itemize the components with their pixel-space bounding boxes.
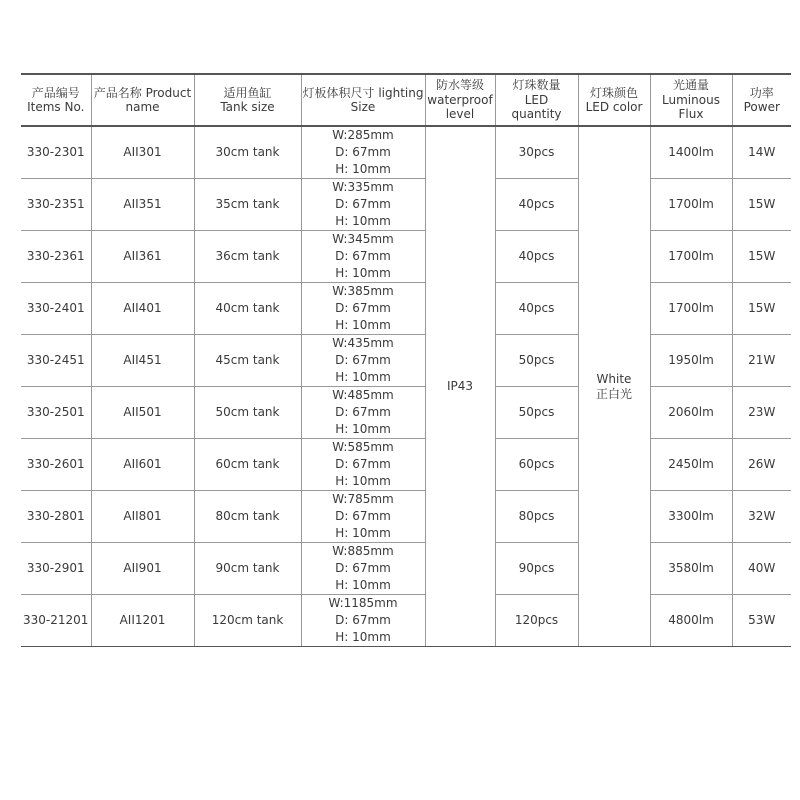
- cell-item-no: 330-21201: [21, 595, 91, 647]
- header-power: 功率 Power: [732, 74, 791, 126]
- led-color-zh: 正白光: [595, 386, 632, 401]
- table-row: [21, 543, 791, 595]
- cell-tank-size: 40cm tank: [194, 283, 301, 335]
- cell-luminous-flux: 1700lm: [650, 231, 732, 283]
- cell-luminous-flux: 3580lm: [650, 543, 732, 595]
- cell-luminous-flux: 4800lm: [650, 595, 732, 647]
- cell-tank-size: 90cm tank: [194, 543, 301, 595]
- size-height: H: 10mm: [335, 370, 391, 384]
- size-width: W:435mm: [332, 336, 394, 350]
- cell-power: 21W: [732, 335, 791, 387]
- table-row: [21, 126, 791, 179]
- size-width: W:385mm: [332, 284, 394, 298]
- cell-lighting-size: [301, 387, 425, 439]
- spec-table: [21, 73, 791, 647]
- cell-luminous-flux: 2060lm: [650, 387, 732, 439]
- cell-lighting-size: [301, 491, 425, 543]
- cell-lighting-size: [301, 439, 425, 491]
- header-tank-size: 适用鱼缸 Tank size: [194, 74, 301, 126]
- cell-power: 26W: [732, 439, 791, 491]
- size-height: H: 10mm: [335, 214, 391, 228]
- cell-lighting-size: [301, 179, 425, 231]
- cell-tank-size: 36cm tank: [194, 231, 301, 283]
- cell-product-name: AII451: [91, 335, 194, 387]
- cell-led-quantity: 40pcs: [495, 231, 578, 283]
- led-color-en: White: [596, 371, 632, 386]
- cell-luminous-flux: 1700lm: [650, 179, 732, 231]
- size-height: H: 10mm: [335, 422, 391, 436]
- cell-power: 40W: [732, 543, 791, 595]
- size-depth: D: 67mm: [335, 509, 391, 523]
- cell-power: 15W: [732, 283, 791, 335]
- cell-product-name: AII361: [91, 231, 194, 283]
- size-height: H: 10mm: [335, 630, 391, 644]
- cell-product-name: AII401: [91, 283, 194, 335]
- size-depth: D: 67mm: [335, 457, 391, 471]
- cell-product-name: AII901: [91, 543, 194, 595]
- cell-tank-size: 80cm tank: [194, 491, 301, 543]
- size-depth: D: 67mm: [335, 249, 391, 263]
- size-width: W:335mm: [332, 180, 394, 194]
- size-height: H: 10mm: [335, 474, 391, 488]
- cell-led-color: [578, 126, 650, 647]
- cell-luminous-flux: 1950lm: [650, 335, 732, 387]
- header-led-quantity: 灯珠数量 LED quantity: [495, 74, 578, 126]
- cell-power: 23W: [732, 387, 791, 439]
- cell-power: 53W: [732, 595, 791, 647]
- table-row: [21, 231, 791, 283]
- size-width: W:785mm: [332, 492, 394, 506]
- cell-led-quantity: 90pcs: [495, 543, 578, 595]
- cell-item-no: 330-2501: [21, 387, 91, 439]
- table-row: [21, 335, 791, 387]
- size-depth: D: 67mm: [335, 353, 391, 367]
- cell-product-name: AII601: [91, 439, 194, 491]
- size-width: W:345mm: [332, 232, 394, 246]
- size-depth: D: 67mm: [335, 197, 391, 211]
- table-row: [21, 283, 791, 335]
- table-row: [21, 491, 791, 543]
- size-height: H: 10mm: [335, 526, 391, 540]
- cell-item-no: 330-2451: [21, 335, 91, 387]
- size-depth: D: 67mm: [335, 561, 391, 575]
- cell-lighting-size: [301, 231, 425, 283]
- cell-power: 32W: [732, 491, 791, 543]
- table-row: [21, 595, 791, 647]
- size-height: H: 10mm: [335, 266, 391, 280]
- cell-product-name: AII351: [91, 179, 194, 231]
- size-depth: D: 67mm: [335, 613, 391, 627]
- cell-luminous-flux: 3300lm: [650, 491, 732, 543]
- cell-tank-size: 50cm tank: [194, 387, 301, 439]
- header-led-color: 灯珠颜色 LED color: [578, 74, 650, 126]
- cell-power: 15W: [732, 179, 791, 231]
- size-depth: D: 67mm: [335, 405, 391, 419]
- cell-product-name: AII1201: [91, 595, 194, 647]
- cell-led-quantity: 30pcs: [495, 126, 578, 179]
- cell-item-no: 330-2361: [21, 231, 91, 283]
- cell-lighting-size: [301, 335, 425, 387]
- cell-product-name: AII501: [91, 387, 194, 439]
- cell-luminous-flux: 2450lm: [650, 439, 732, 491]
- cell-tank-size: 60cm tank: [194, 439, 301, 491]
- cell-product-name: AII301: [91, 126, 194, 179]
- cell-item-no: 330-2351: [21, 179, 91, 231]
- cell-led-quantity: 40pcs: [495, 179, 578, 231]
- table-row: [21, 439, 791, 491]
- cell-item-no: 330-2601: [21, 439, 91, 491]
- header-product-name: 产品名称 Product name: [91, 74, 194, 126]
- size-height: H: 10mm: [335, 318, 391, 332]
- cell-item-no: 330-2801: [21, 491, 91, 543]
- table-body: [21, 126, 791, 647]
- cell-lighting-size: [301, 543, 425, 595]
- cell-led-quantity: 120pcs: [495, 595, 578, 647]
- cell-power: 14W: [732, 126, 791, 179]
- cell-product-name: AII801: [91, 491, 194, 543]
- cell-led-quantity: 40pcs: [495, 283, 578, 335]
- cell-item-no: 330-2901: [21, 543, 91, 595]
- header-lighting-size: 灯板体积尺寸 lighting Size: [301, 74, 425, 126]
- cell-luminous-flux: 1700lm: [650, 283, 732, 335]
- size-height: H: 10mm: [335, 578, 391, 592]
- table-row: [21, 387, 791, 439]
- size-width: W:285mm: [332, 128, 394, 142]
- cell-tank-size: 35cm tank: [194, 179, 301, 231]
- cell-lighting-size: [301, 283, 425, 335]
- size-width: W:585mm: [332, 440, 394, 454]
- size-width: W:1185mm: [328, 596, 398, 610]
- cell-power: 15W: [732, 231, 791, 283]
- cell-lighting-size: [301, 595, 425, 647]
- header-items-no: 产品编号 Items No.: [21, 74, 91, 126]
- cell-led-quantity: 50pcs: [495, 387, 578, 439]
- cell-led-quantity: 60pcs: [495, 439, 578, 491]
- cell-lighting-size: [301, 126, 425, 179]
- size-width: W:485mm: [332, 388, 394, 402]
- header-waterproof-level: 防水等级 waterproof level: [425, 74, 495, 126]
- header-luminous-flux: 光通量 Luminous Flux: [650, 74, 732, 126]
- cell-led-quantity: 50pcs: [495, 335, 578, 387]
- cell-luminous-flux: 1400lm: [650, 126, 732, 179]
- cell-led-quantity: 80pcs: [495, 491, 578, 543]
- cell-tank-size: 30cm tank: [194, 126, 301, 179]
- cell-tank-size: 45cm tank: [194, 335, 301, 387]
- size-width: W:885mm: [332, 544, 394, 558]
- size-depth: D: 67mm: [335, 301, 391, 315]
- size-depth: D: 67mm: [335, 145, 391, 159]
- cell-item-no: 330-2401: [21, 283, 91, 335]
- cell-tank-size: 120cm tank: [194, 595, 301, 647]
- cell-waterproof-level: IP43: [425, 126, 495, 647]
- cell-item-no: 330-2301: [21, 126, 91, 179]
- size-height: H: 10mm: [335, 162, 391, 176]
- table-row: [21, 179, 791, 231]
- header-row: [21, 74, 791, 126]
